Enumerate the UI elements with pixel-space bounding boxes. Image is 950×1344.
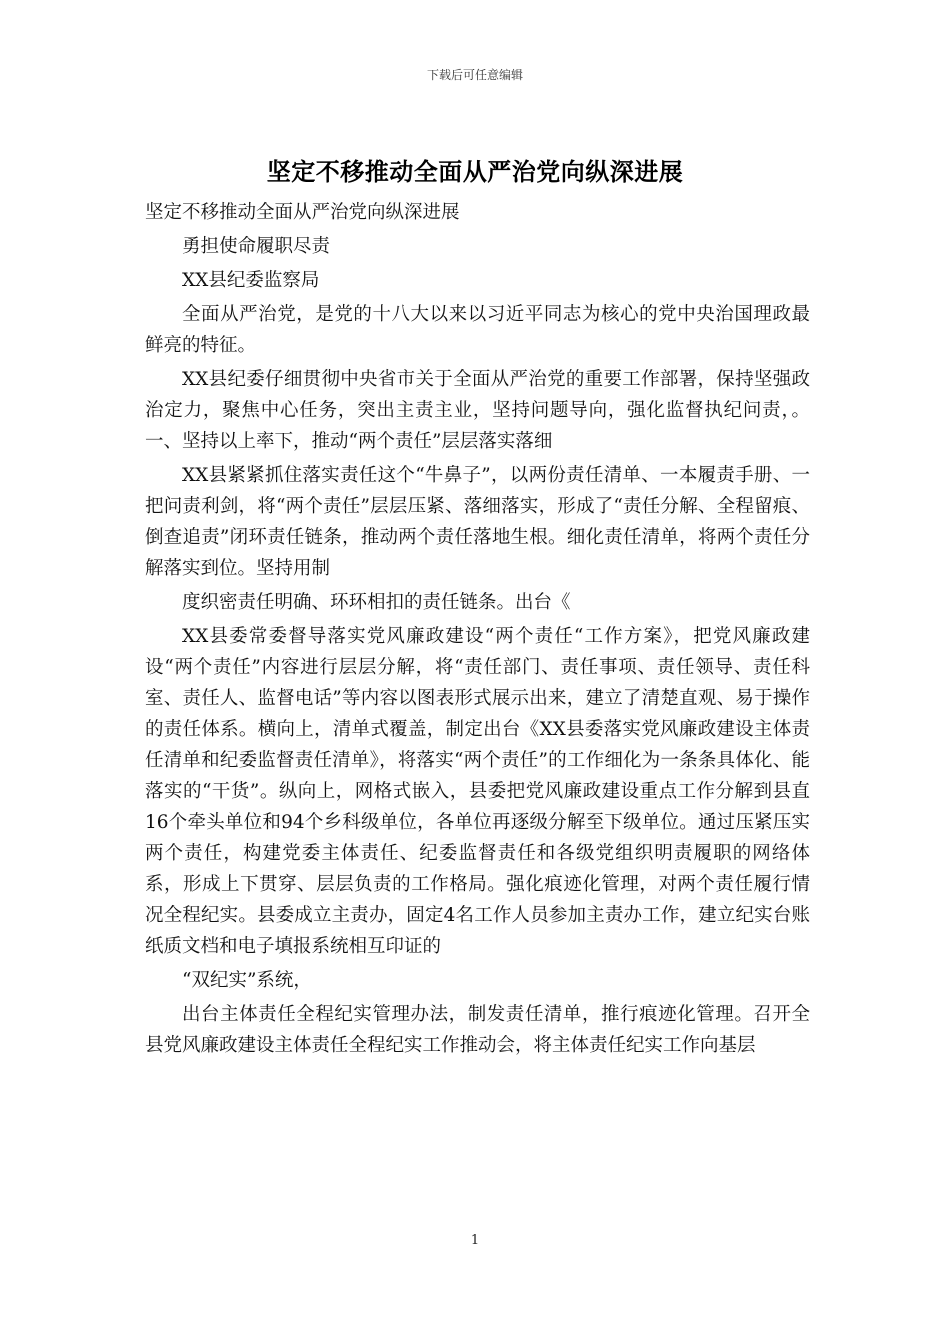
paragraph: XX县纪委仔细贯彻中央省市关于全面从严治党的重要工作部署，保持坚强政治定力，聚焦中心任务，突出主责主业，坚持问题导向，强化监督执纪问责，。一、坚持以上率下，推动“两个责任”层层落实落细 <box>145 369 810 452</box>
author-line: XX县纪委监察局 <box>182 270 320 291</box>
header-note: 下载后可任意编辑 <box>426 68 523 82</box>
subtitle-line: 坚定不移推动全面从严治党向纵深进展 <box>145 202 460 223</box>
paragraph: 全面从严治党，是党的十八大以来以习近平同志为核心的党中央治国理政最鲜亮的特征。 <box>145 304 810 356</box>
slogan-line: 勇担使命履职尽责 <box>182 236 331 257</box>
paragraph: 度织密责任明确、环环相扣的责任链条。出台《 <box>182 592 571 613</box>
document-body <box>145 197 810 1064</box>
paragraph: 出台主体责任全程纪实管理办法，制发责任清单，推行痕迹化管理。召开全县党风廉政建设主体责任全程纪实工作推动会，将主体责任纪实工作向基层 <box>145 1004 810 1056</box>
paragraph: XX县委常委督导落实党风廉政建设“两个责任“工作方案》，把党风廉政建设“两个责任”内容进行层层分解，将“责任部门、责任事项、责任领导、责任科室、责任人、监督电话”等内容以图表形式展示出来，建立了清楚直观、易于操作的责任体系。横向上，清单式覆盖，制定出台《XX县委落实党风廉政建设主体责任清单和纪委监督责任清单》，将落实“两个责任”的工作细化为一条条具体化、能落实的“干货”。纵向上，网格式嵌入，县委把党风廉政建设重点工作分解到县直16个牵头单位和94个乡科级单位，各单位再逐级分解至下级单位。通过压紧压实两个责任，构建党委主体责任、纪委监督责任和各级党组织明责履职的网络体系，形成上下贯穿、层层负责的工作格局。强化痕迹化管理，对两个责任履行情况全程纪实。县委成立主责办，固定4名工作人员参加主责办工作，建立纪实台账纸质文档和电子填报系统相互印证的 <box>145 626 810 957</box>
page-number: 1 <box>470 1233 480 1248</box>
paragraph: “双纪实”系统， <box>182 970 312 991</box>
document-title: 坚定不移推动全面从严治党向纵深进展 <box>266 157 684 186</box>
paragraph: XX县紧紧抓住落实责任这个“牛鼻子”，以两份责任清单、一本履责手册、一把问责利剑，将“两个责任”层层压紧、落细落实，形成了“责任分解、全程留痕、倒查追责”闭环责任链条，推动两个责任落地生根。细化责任清单，将两个责任分解落实到位。坚持用制 <box>145 465 810 579</box>
